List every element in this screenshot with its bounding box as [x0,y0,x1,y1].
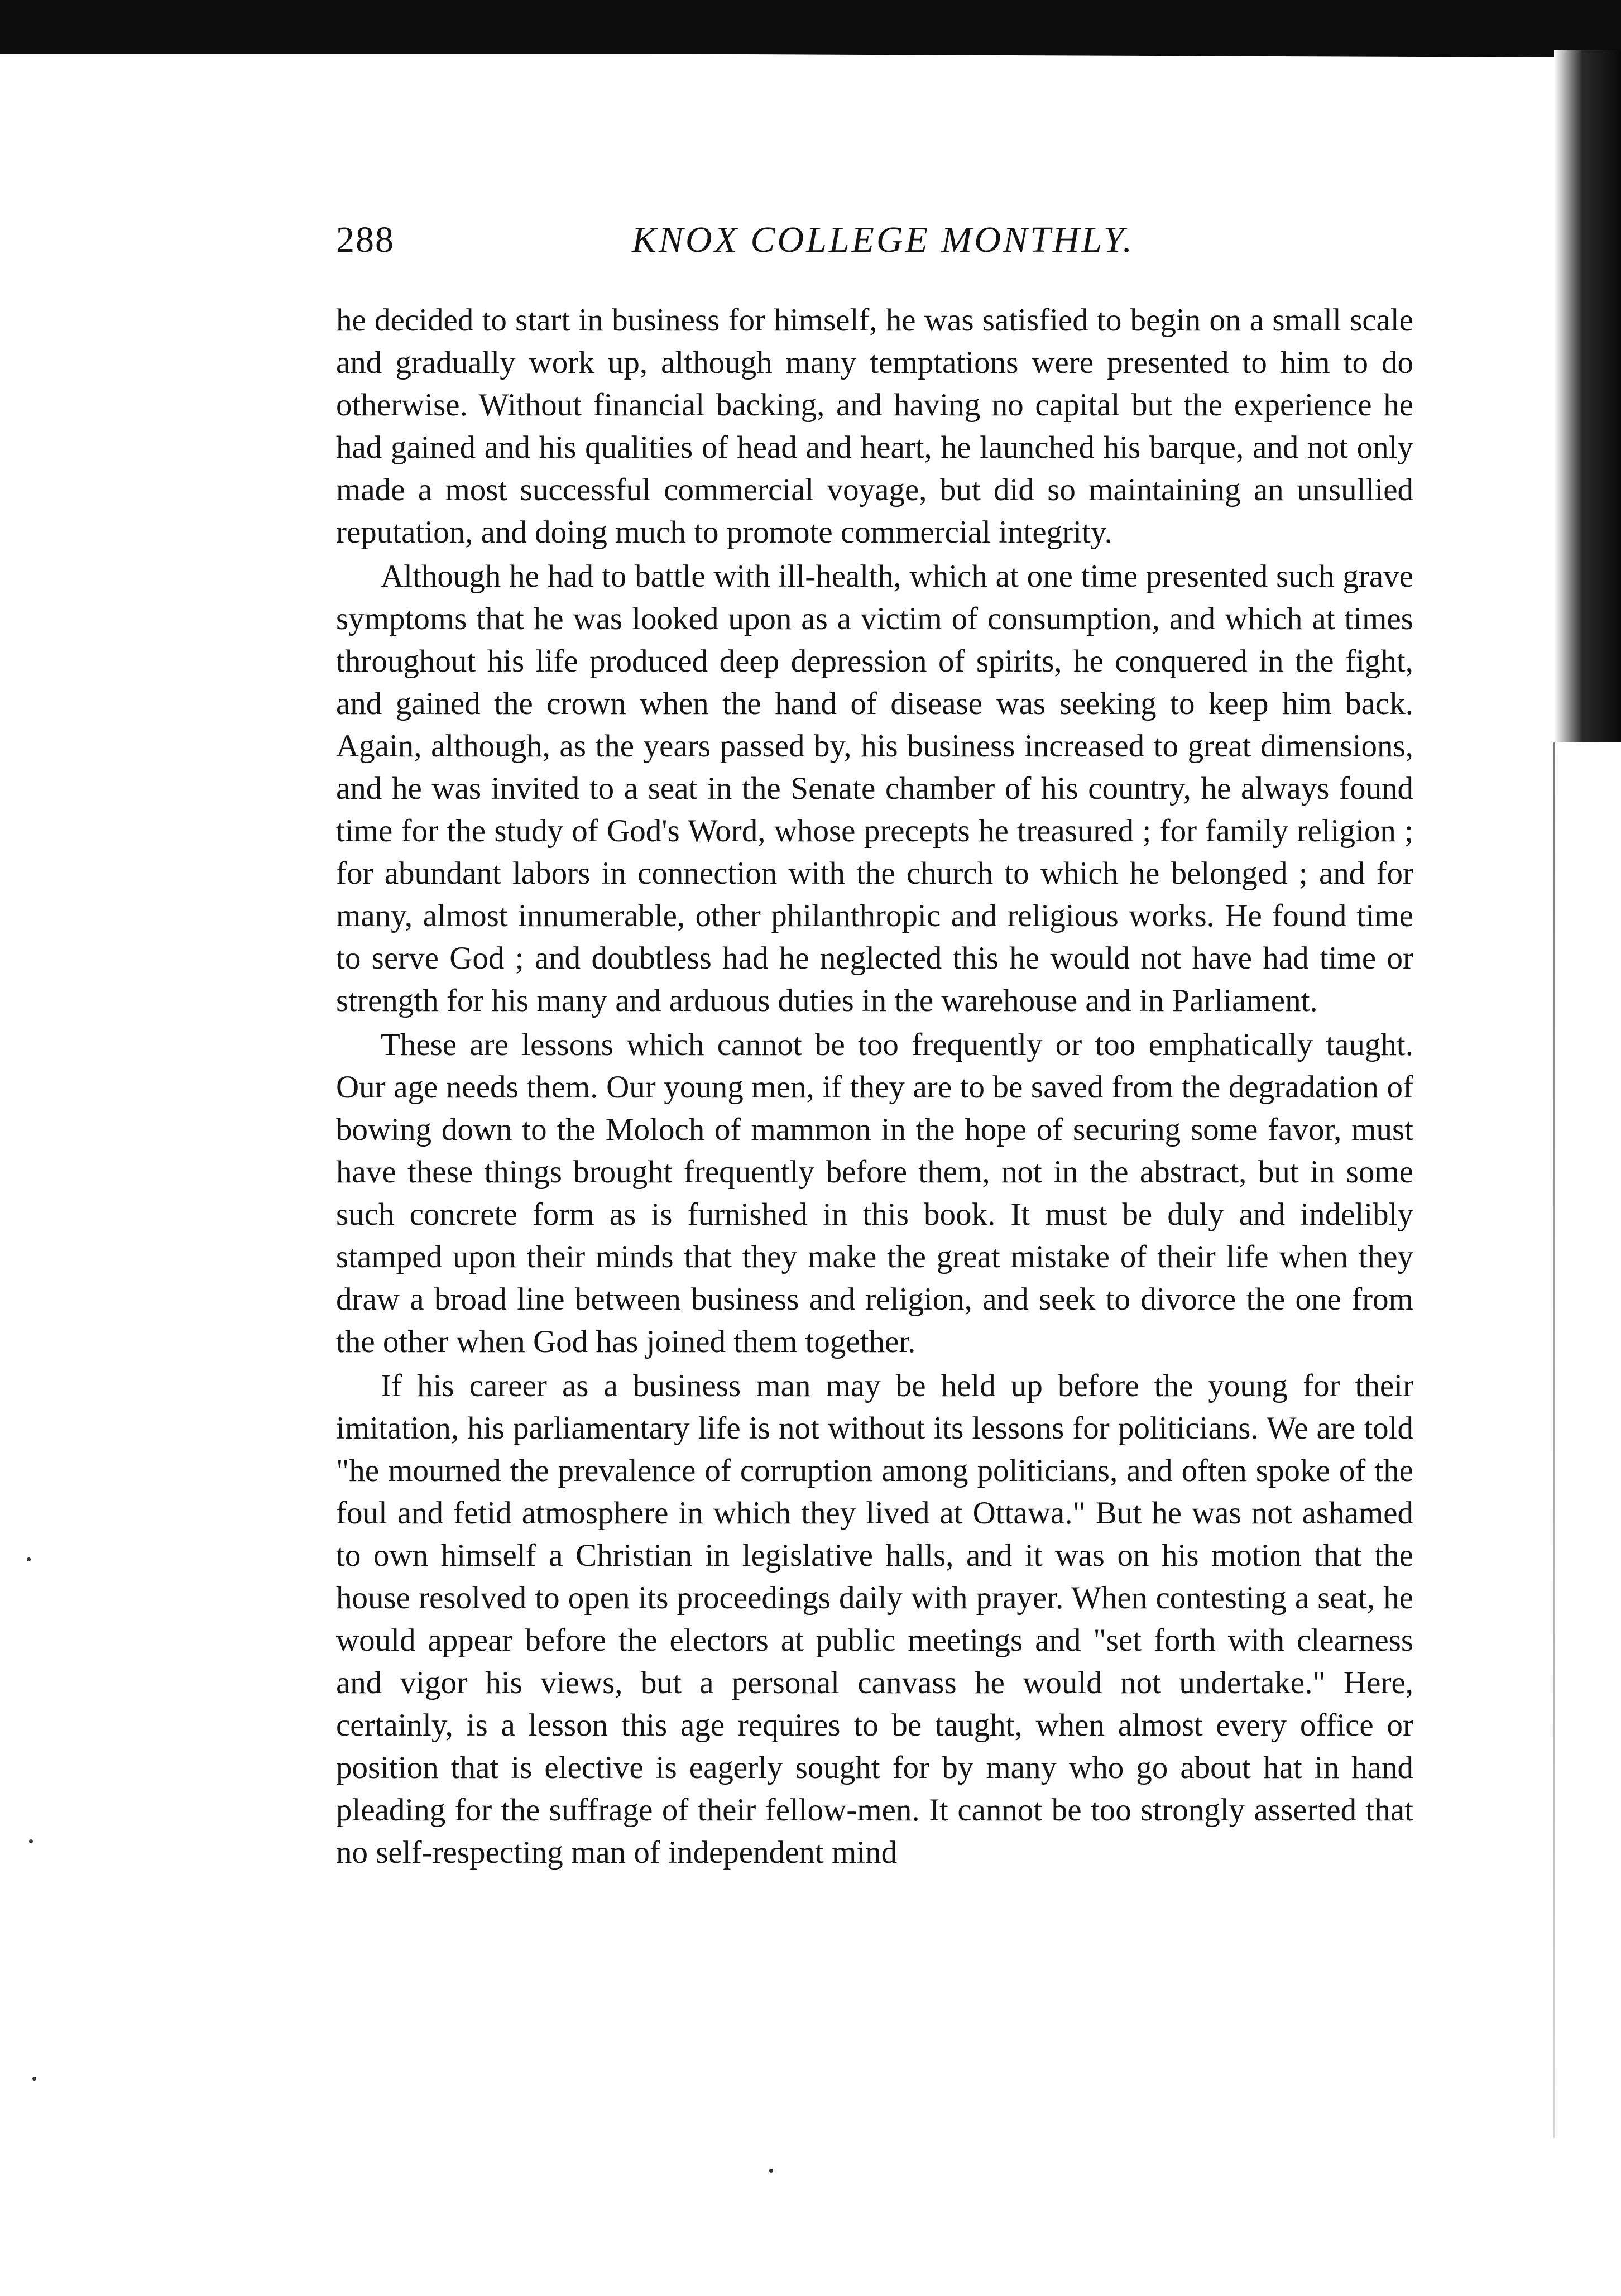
scan-speck [29,1839,33,1843]
scan-top-edge [0,0,1621,63]
body-text [336,299,1413,1876]
paragraph: he decided to start in business for himself, he was satisfied to begin on a small scale and gradually work up, although many temptations were presented to him to do otherwise. Without financial backing, and having no capital but the experience he had gained and his qualities of head and heart, he launched his barque, and not only made a most successful commercial voyage, but did so maintaining an unsullied reputation, and doing much to promote commercial integrity. [336,303,1413,550]
scan-speck [32,2077,36,2081]
paragraph: These are lessons which cannot be too frequently or too emphatically taught. Our age needs them. Our young men, if they are to be saved from the degradation of bowing down to the Moloch of mammon in the hope of securing some favor, must have these things brought frequently before them, not in the abstract, but in some such concrete form as is furnished in this book. It must be duly and indelibly stamped upon their minds that they make the great mistake of their life when they draw a broad line between business and religion, and seek to divorce the one from the other when God has joined them together. [336,1027,1413,1359]
scan-speck [27,1557,31,1561]
scan-right-edge [1554,50,1621,742]
scan-right-margin-line [1553,742,1555,2138]
page-header [336,219,1430,263]
paragraph: Although he had to battle with ill-health, which at one time presented such grave symptoms that he was looked upon as a victim of consumption, and which at times throughout his life produced deep depression of spirits, he conquered in the fight, and gained the crown when the hand of disease was seeking to keep him back. Again, although, as the years passed by, his business increased to great dimensions, and he was invited to a seat in the Senate chamber of his country, he always found time for the study of God's Word, whose precepts he treasured ; for family religion ; for abundant labors in connection with the church to which he belonged ; and for many, almost innumerable, other philanthropic and religious works. He found time to serve God ; and doubtless had he neglected this he would not have had time or strength for his many and arduous duties in the warehouse and in Parliament. [336,559,1413,1018]
running-title: KNOX COLLEGE MONTHLY. [632,219,1134,260]
scan-speck [769,2169,773,2173]
paragraph: If his career as a business man may be held up before the young for their imitation, his parliamentary life is not without its lessons for politicians. We are told "he mourned the prevalence of corruption among politicians, and often spoke of the foul and fetid atmosphere in which they lived at Ottawa." But he was not ashamed to own himself a Christian in legislative halls, and it was on his motion that the house resolved to open its proceedings daily with prayer. When contesting a seat, he would appear before the electors at public meetings and "set forth with clearness and vigor his views, but a personal canvass he would not undertake." Here, certainly, is a lesson this age requires to be taught, when almost every office or position that is elective is eagerly sought for by many who go about hat in hand pleading for the suffrage of their fellow-men. It cannot be too strongly asserted that no self-respecting man of independent mind [336,1368,1413,1870]
page-number: 288 [336,219,395,260]
